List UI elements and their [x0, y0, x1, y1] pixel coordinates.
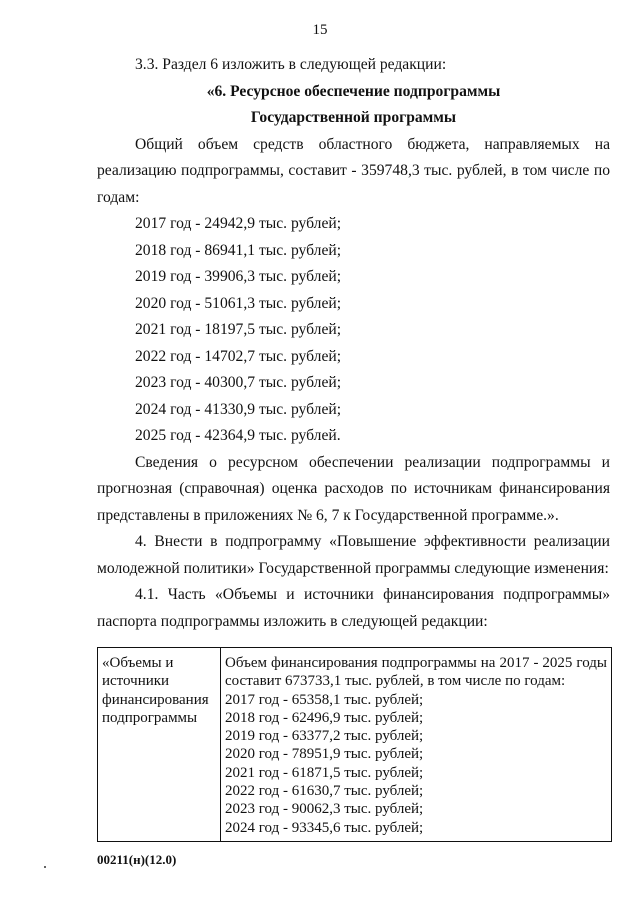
year-line: 2018 год - 86941,1 тыс. рублей;: [135, 241, 342, 259]
table-year-line: 2017 год - 65358,1 тыс. рублей;: [225, 691, 424, 708]
document-body: [97, 52, 610, 635]
table-year-line: 2024 год - 93345,6 тыс. рублей;: [225, 819, 424, 836]
year-line: 2025 год - 42364,9 тыс. рублей.: [135, 427, 341, 444]
scan-dot: [44, 866, 46, 868]
page-number: 15: [312, 22, 328, 38]
year-line: 2019 год - 39906,3 тыс. рублей;: [135, 268, 342, 285]
paragraph-4-1: 4.1. Часть «Объемы и источники финансирования подпрограммы» паспорта подпрограммы изложить в следующей редакции:: [97, 586, 610, 630]
table-label-line: финансирования: [102, 691, 209, 708]
paragraph-total-volume: Общий объем средств областного бюджета, направляемых на реализацию подпрограммы, составит - 359748,3 тыс. рублей, в том числе по годам:: [97, 135, 610, 206]
table-year-line: 2020 год - 78951,9 тыс. рублей;: [225, 746, 424, 763]
paragraph-4: 4. Внести в подпрограмму «Повышение эффективности реализации молодежной политики» Государственной программы следующие изменения:: [97, 533, 610, 577]
table-year-line: 2022 год - 61630,7 тыс. рублей;: [225, 783, 424, 800]
table-year-line: 2023 год - 90062,3 тыс. рублей;: [225, 801, 424, 818]
table-intro-text: Объем финансирования подпрограммы на 2017 - 2025 годы составит 673733,1 тыс. рублей, в том числе по годам:: [225, 655, 607, 690]
table-year-line: 2019 год - 63377,2 тыс. рублей;: [225, 728, 424, 745]
table-row: [98, 648, 612, 842]
table-label-line: источники: [102, 673, 170, 690]
document-footer-code: 00211(н)(12.0): [97, 852, 177, 867]
table-year-line: 2018 год - 62496,9 тыс. рублей;: [225, 709, 424, 726]
year-line: 2022 год - 14702,7 тыс. рублей;: [135, 347, 342, 365]
table-year-line: 2021 год - 61871,5 тыс. рублей;: [225, 764, 424, 781]
year-line: 2017 год - 24942,9 тыс. рублей;: [135, 215, 342, 232]
year-line: 2020 год - 51061,3 тыс. рублей;: [135, 294, 342, 312]
table-value-cell: [221, 648, 612, 842]
table-label-cell: [98, 648, 221, 842]
paragraph-resource-info: Сведения о ресурсном обеспечении реализации подпрограммы и прогнозная (справочная) оценка расходов по источникам финансирования представлены в приложениях № 6, 7 к Государственной программе.».: [97, 453, 610, 524]
year-line: 2023 год - 40300,7 тыс. рублей;: [135, 374, 342, 391]
passport-table: [97, 647, 612, 842]
section-title-line-1: «6. Ресурсное обеспечение подпрограммы: [206, 82, 501, 100]
section-title-line-2: Государственной программы: [250, 109, 457, 126]
year-line: 2021 год - 18197,5 тыс. рублей;: [135, 321, 342, 338]
table-label-line: подпрограммы: [102, 709, 198, 726]
year-line: 2024 год - 41330,9 тыс. рублей;: [135, 400, 342, 418]
table-label-line: «Объемы и: [102, 655, 174, 671]
paragraph-3-3: 3.3. Раздел 6 изложить в следующей редакции:: [135, 56, 447, 73]
